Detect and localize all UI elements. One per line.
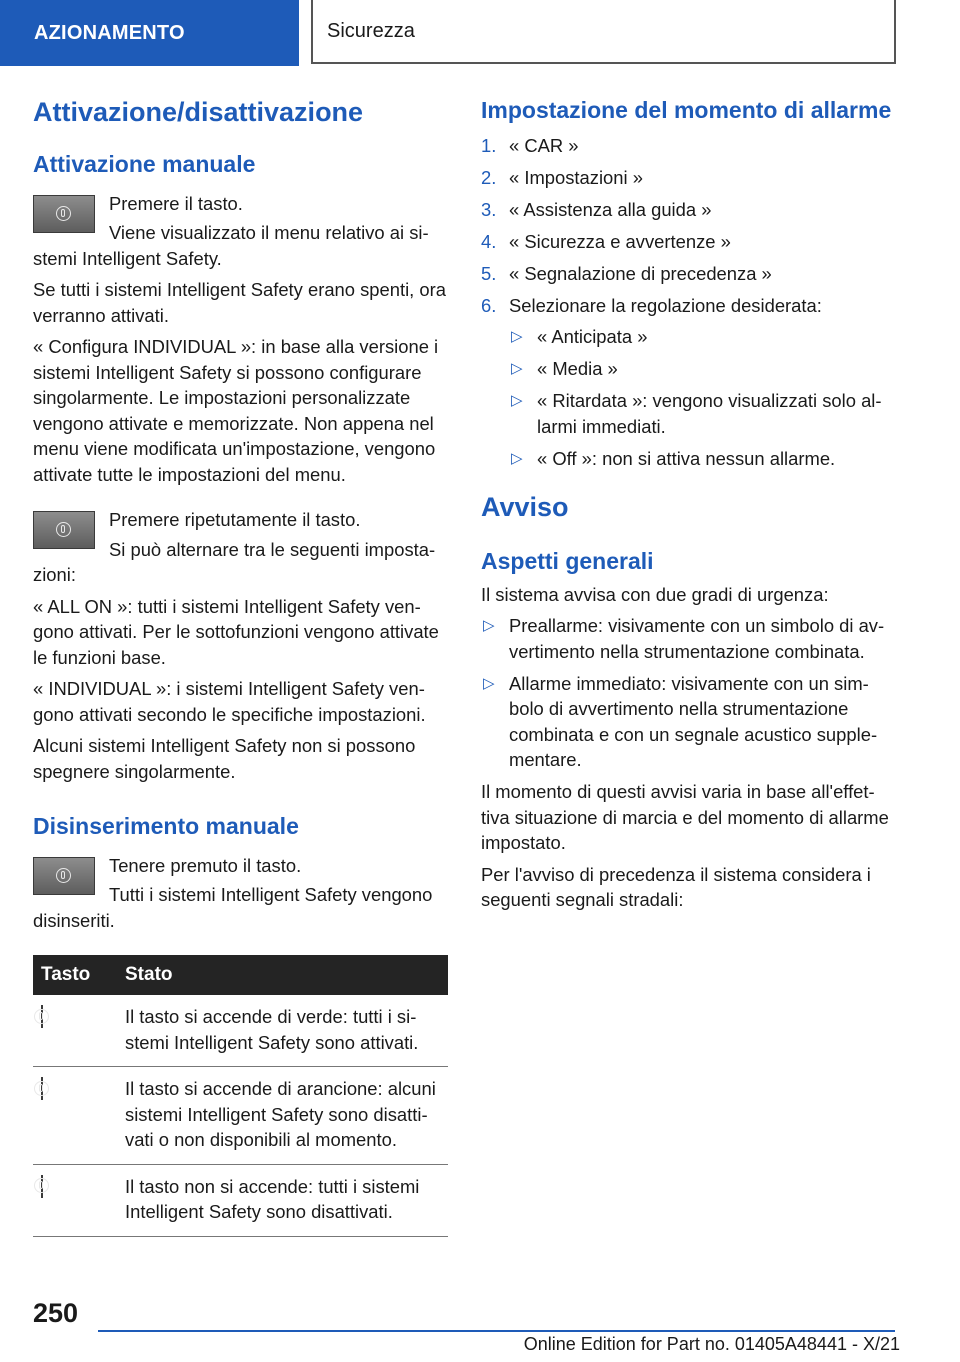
intelligent-safety-button-icon (33, 511, 95, 549)
button-state-table (33, 955, 448, 1237)
triangle-bullet-icon: ▷ (483, 617, 495, 635)
list-item: 6. Selezionare la regolazione desiderata: ▷ « Anticipata » ▷ « Media » ▷ « Ritardata »: vengono visualizzati solo allarmi immediati. ▷ « Off »: non si attiva nessun allarme. (481, 293, 897, 472)
warning-time-heading: Impostazione del momento di allarme (481, 97, 892, 123)
table-header-cell: Stato (117, 955, 448, 995)
table-row (33, 995, 448, 1067)
manual-activation-heading: Attivazione manuale (33, 150, 256, 177)
instruction-text: Tutti i sistemi Intelligent Safety vengono disinseriti. (33, 884, 433, 931)
body-text: Il sistema avvisa con due gradi di urgenza: (481, 583, 829, 605)
edition-note: Online Edition for Part no. 01405A48441 - X/21 (523, 1334, 900, 1354)
table-header-row (33, 955, 448, 995)
warning-levels-list (481, 613, 897, 773)
list-item: 1. « CAR » (481, 134, 579, 156)
body-text: Alcuni sistemi Intelligent Safety non si possono spegnere singolarmente. (33, 735, 416, 782)
body-text: « Configura INDIVIDUAL »: in base alla versione i sistemi Intelligent Safety si possono configurare singolarmente. Le impostazioni personalizzate vengono attivate e memorizzate. Non appena nel menu viene modificata un'impostazione, vengono attivate tutte le impostazioni del menu. (33, 336, 439, 485)
steps-list (481, 133, 897, 472)
list-item: ▷ « Media » (509, 356, 897, 382)
triangle-bullet-icon: ▷ (511, 360, 523, 378)
avviso-title: Avviso (481, 492, 569, 523)
options-list (509, 324, 897, 471)
triangle-bullet-icon: ▷ (511, 392, 523, 410)
list-item: 3. « Assistenza alla guida » (481, 198, 712, 220)
table-cell (33, 1164, 117, 1236)
list-item: ▷ Preallarme: visivamente con un simbolo di avvertimento nella strumentazione combinata. (483, 615, 885, 662)
intelligent-safety-button-icon (41, 1005, 43, 1028)
intelligent-safety-button-icon (41, 1175, 43, 1198)
table-row (33, 1164, 448, 1236)
page-header (0, 0, 960, 66)
list-item: ▷ « Ritardata »: vengono visualizzati solo allarmi immediati. (511, 390, 882, 437)
list-item: 4. « Sicurezza e avvertenze » (481, 230, 731, 252)
chapter-tab: AZIONAMENTO (0, 0, 299, 66)
right-column (481, 96, 897, 913)
page-number: 250 (33, 1298, 79, 1328)
section-tab: Sicurezza (311, 0, 896, 64)
instruction-text: Premere ripetutamente il tasto. (109, 509, 361, 530)
intelligent-safety-button-icon (33, 857, 95, 895)
list-item: 2. « Impostazioni » (481, 166, 643, 188)
manual-activation-block (33, 191, 448, 785)
table-cell: Il tasto si accende di arancione: alcuni sistemi Intelligent Safety sono disattivati o non disponibili al momento. (117, 1067, 448, 1165)
footer-divider (98, 1330, 895, 1332)
instruction-text: Si può alternare tra le seguenti impostazioni: (33, 538, 436, 585)
manual-deactivation-block (33, 853, 448, 934)
manual-deactivation-heading: Disinserimento manuale (33, 813, 299, 839)
instruction-text: Viene visualizzato il menu relativo ai sistemi Intelligent Safety. (33, 222, 429, 269)
table-cell: Il tasto non si accende: tutti i sistemi Intelligent Safety sono disattivati. (117, 1164, 448, 1236)
intelligent-safety-button-icon (33, 195, 95, 233)
table-cell (33, 1067, 117, 1165)
table-cell (33, 995, 117, 1067)
triangle-bullet-icon: ▷ (511, 449, 523, 467)
body-text: « ALL ON »: tutti i sistemi Intelligent Safety vengono attivati. Per le sottofunzioni vengono attivate le funzioni base. (33, 595, 439, 668)
instruction-text: Tenere premuto il tasto. (109, 854, 302, 876)
body-text: « INDIVIDUAL »: i sistemi Intelligent Safety vengono attivati secondo le specifiche impostazioni. (33, 678, 426, 725)
intelligent-safety-button-icon (41, 1077, 43, 1100)
list-item: ▷ « Anticipata » (509, 324, 897, 350)
list-item: ▷ Allarme immediato: visivamente con un simbolo di avvertimento nella strumentazione combinata e con un segnale acustico supplementare. (483, 672, 878, 771)
triangle-bullet-icon: ▷ (483, 674, 495, 692)
table-cell: Il tasto si accende di verde: tutti i sistemi Intelligent Safety sono attivati. (117, 995, 448, 1067)
left-column (33, 96, 448, 1237)
body-text: Per l'avviso di precedenza il sistema considera i seguenti segnali stradali: (481, 863, 871, 911)
list-item: ▷ « Off »: non si attiva nessun allarme. (509, 446, 897, 472)
body-text: Il momento di questi avvisi varia in base all'effettiva situazione di marcia e del momento di allarme impostato. (481, 781, 889, 854)
table-header-cell: Tasto (33, 955, 117, 995)
instruction-text: Premere il tasto. (109, 192, 243, 214)
body-text: Se tutti i sistemi Intelligent Safety erano spenti, ora verranno attivati. (33, 279, 446, 326)
triangle-bullet-icon: ▷ (511, 328, 523, 346)
table-row (33, 1067, 448, 1165)
section-title: Attivazione/disattivazione (33, 97, 364, 127)
list-item: 5. « Segnalazione di precedenza » (481, 262, 772, 284)
general-aspects-heading: Aspetti generali (481, 548, 654, 574)
